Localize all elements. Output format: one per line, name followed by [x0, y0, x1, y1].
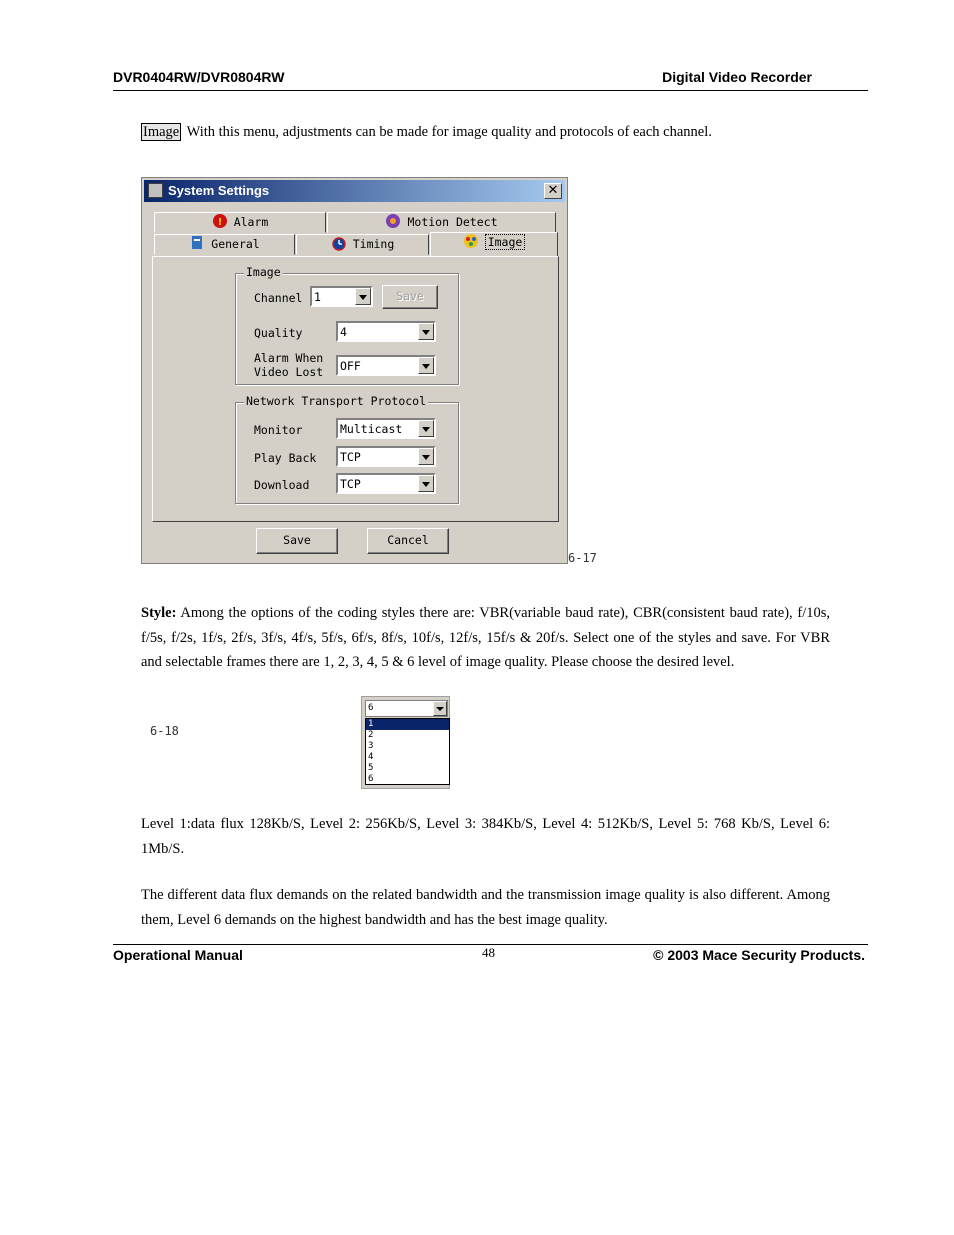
list-item[interactable]: 2	[368, 730, 374, 740]
style-text: Among the options of the coding styles there are: VBR(variable baud rate), CBR(consistent baud rate), f/10s, f/5s, f/2s, 1f/s, 2f/s, 3f/s, 4f/s, 5f/s, 6f/s, 8f/s, 10f/s, 12f/s, 15f/s & 20f/s. Select one of the styles and save. For VBR and selectable frames there are 1, 2, 3, 4, 5 & 6 level of image quality. Please choose the desired level.	[141, 605, 830, 670]
tab-image-label: Image	[485, 234, 526, 250]
list-item[interactable]: 4	[368, 752, 374, 762]
quality-level-dropdown-figure	[361, 696, 450, 789]
tab-alarm[interactable]	[154, 212, 326, 233]
channel-label: Channel	[254, 291, 303, 305]
image-tab-panel	[152, 256, 559, 522]
chevron-down-icon[interactable]	[433, 701, 447, 716]
chevron-down-icon[interactable]	[418, 448, 434, 465]
page-number: 48	[482, 945, 495, 960]
dialog-title: System Settings	[168, 183, 270, 198]
figure-label-6-17: 6-17	[568, 551, 597, 565]
monitor-value: Multicast	[340, 422, 403, 436]
quality-level-value: 6	[368, 703, 374, 713]
tab-motion-detect-label: Motion Detect	[407, 215, 498, 229]
system-settings-dialog	[141, 177, 568, 564]
alarm-video-lost-label-line2: Video Lost	[254, 365, 324, 379]
tab-general-label: General	[211, 237, 260, 251]
list-item[interactable]: 5	[368, 763, 374, 773]
tab-timing[interactable]	[296, 234, 429, 255]
footer-copyright: © 2003 Mace Security Products.	[653, 947, 865, 963]
page-footer	[113, 944, 868, 963]
alarm-video-lost-label-line1: Alarm When	[254, 351, 324, 365]
level-paragraph: Level 1:data flux 128Kb/S, Level 2: 256Kb/S, Level 3: 384Kb/S, Level 4: 512Kb/S, Level 5: 768 Kb/S, Level 6: 1Mb/S.	[141, 816, 830, 857]
tab-motion-detect[interactable]	[327, 212, 556, 233]
chevron-down-icon[interactable]	[355, 288, 371, 305]
playback-select[interactable]	[336, 446, 436, 467]
quality-level-options	[365, 718, 450, 785]
chevron-down-icon[interactable]	[418, 420, 434, 437]
network-transport-group	[235, 394, 459, 504]
channel-select[interactable]	[310, 286, 373, 307]
quality-value: 4	[340, 325, 347, 339]
download-label: Download	[254, 478, 310, 492]
download-select[interactable]	[336, 473, 436, 494]
motion-detect-icon	[385, 213, 401, 229]
image-group	[235, 265, 459, 385]
save-button[interactable]: Save	[256, 528, 338, 554]
tab-alarm-label: Alarm	[233, 215, 269, 229]
style-paragraph	[141, 601, 830, 675]
header-model: DVR0404RW/DVR0804RW	[113, 69, 285, 85]
quality-level-select[interactable]	[365, 700, 448, 717]
settings-app-icon	[148, 183, 163, 198]
style-heading: Style:	[141, 605, 177, 621]
chevron-down-icon[interactable]	[418, 323, 434, 340]
list-item[interactable]: 6	[368, 774, 374, 784]
cancel-button[interactable]: Cancel	[367, 528, 449, 554]
tab-timing-label: Timing	[352, 237, 395, 251]
alarm-icon	[212, 213, 228, 229]
intro-text: With this menu, adjustments can be made for image quality and protocols of each channel.	[186, 124, 712, 140]
channel-value: 1	[314, 290, 321, 304]
playback-value: TCP	[340, 450, 361, 464]
playback-label: Play Back	[254, 451, 317, 465]
channel-save-button[interactable]: Save	[382, 285, 438, 309]
image-menu-label: Image	[143, 124, 180, 140]
alarm-video-lost-select[interactable]	[336, 355, 436, 376]
footer-manual: Operational Manual	[113, 947, 243, 963]
download-value: TCP	[340, 477, 361, 491]
page-header	[113, 68, 868, 91]
svg-text:!: !	[217, 217, 222, 228]
tab-image[interactable]	[430, 232, 558, 257]
image-tab-icon	[463, 233, 479, 249]
chevron-down-icon[interactable]	[418, 357, 434, 374]
tab-general[interactable]	[154, 234, 295, 255]
list-item[interactable]: 3	[368, 741, 374, 751]
monitor-label: Monitor	[254, 423, 303, 437]
alarm-video-lost-value: OFF	[340, 359, 361, 373]
general-icon	[189, 235, 205, 251]
list-item[interactable]: 1	[366, 719, 449, 730]
bandwidth-paragraph: The different data flux demands on the related bandwidth and the transmission image quality is also different. Among them, Level 6 demands on the highest bandwidth and has the best image quality.	[141, 887, 830, 928]
chevron-down-icon[interactable]	[418, 475, 434, 492]
clock-icon	[331, 235, 347, 251]
monitor-select[interactable]	[336, 418, 436, 439]
figure-label-6-18: 6-18	[150, 724, 179, 738]
dialog-titlebar	[144, 180, 565, 202]
header-title: Digital Video Recorder	[662, 69, 812, 85]
quality-select[interactable]	[336, 321, 436, 342]
close-icon[interactable]: ✕	[544, 183, 562, 199]
network-group-legend: Network Transport Protocol	[246, 394, 427, 408]
image-group-legend: Image	[246, 265, 281, 279]
intro-paragraph	[141, 120, 830, 145]
quality-label: Quality	[254, 326, 303, 340]
